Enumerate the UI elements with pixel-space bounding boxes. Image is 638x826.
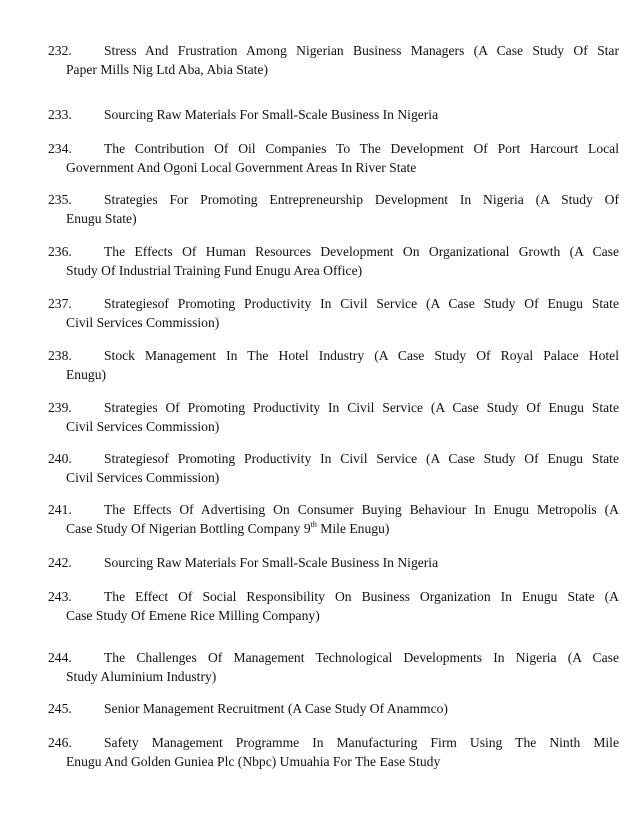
list-item [48, 105, 619, 124]
item-title-continued: Civil Services Commission) [66, 470, 220, 485]
item-title-continued: Study Of Industrial Training Fund Enugu Area Office) [66, 263, 363, 278]
item-title-continued: Enugu State) [66, 211, 137, 226]
item-number: 236. [48, 244, 72, 259]
list-item [48, 587, 619, 625]
item-title: Sourcing Raw Materials For Small-Scale Business In Nigeria [104, 107, 439, 122]
list-item [48, 242, 619, 280]
list-item [48, 699, 619, 718]
item-title: The Contribution Of Oil Companies To The Development Of Port Harcourt Local [104, 141, 619, 156]
list-item [48, 190, 619, 228]
item-title: The Effects Of Advertising On Consumer Buying Behaviour In Enugu Metropolis (A [104, 502, 619, 517]
list-item [48, 553, 619, 572]
item-title-continued: Paper Mills Nig Ltd Aba, Abia State) [66, 62, 268, 77]
item-number: 242. [48, 555, 72, 570]
list-item [48, 733, 619, 771]
item-title-continued: Government And Ogoni Local Government Areas In River State [66, 160, 417, 175]
item-title-continued: Civil Services Commission) [66, 419, 220, 434]
item-number: 240. [48, 451, 72, 466]
item-title: The Effects Of Human Resources Development On Organizational Growth (A Case [104, 244, 619, 259]
item-number: 246. [48, 735, 72, 750]
item-number: 239. [48, 400, 72, 415]
item-number: 245. [48, 701, 72, 716]
item-title: Senior Management Recruitment (A Case Study Of Anammco) [104, 701, 448, 716]
item-number: 234. [48, 141, 72, 156]
item-title-continued: Case Study Of Nigerian Bottling Company 9th Mile Enugu) [66, 520, 390, 536]
item-number: 244. [48, 650, 72, 665]
item-number: 241. [48, 502, 72, 517]
ordinal-suffix: th [310, 520, 317, 529]
item-number: 233. [48, 107, 72, 122]
item-title: The Challenges Of Management Technological Developments In Nigeria (A Case [104, 650, 619, 665]
item-title: Stock Management In The Hotel Industry (A Case Study Of Royal Palace Hotel [104, 348, 619, 363]
list-item [48, 398, 619, 436]
list-item [48, 139, 619, 177]
item-title-continued: Enugu And Golden Guniea Plc (Nbpc) Umuahia For The Ease Study [66, 754, 441, 769]
item-title-continued: Case Study Of Emene Rice Milling Company) [66, 608, 320, 623]
item-title: Strategies For Promoting Entrepreneurship Development In Nigeria (A Study Of [104, 192, 619, 207]
list-item [48, 449, 619, 487]
item-title-continued: Civil Services Commission) [66, 315, 220, 330]
item-title: Strategiesof Promoting Productivity In Civil Service (A Case Study Of Enugu State [104, 451, 619, 466]
item-title: The Effect Of Social Responsibility On Business Organization In Enugu State (A [104, 589, 619, 604]
item-number: 232. [48, 43, 72, 58]
list-item [48, 500, 619, 538]
list-item [48, 648, 619, 686]
list-item [48, 294, 619, 332]
list-item [48, 346, 619, 384]
item-title-continued: Enugu) [66, 367, 107, 382]
item-title: Strategiesof Promoting Productivity In Civil Service (A Case Study Of Enugu State [104, 296, 619, 311]
item-title-continued: Study Aluminium Industry) [66, 669, 217, 684]
item-number: 237. [48, 296, 72, 311]
item-title: Sourcing Raw Materials For Small-Scale Business In Nigeria [104, 555, 439, 570]
item-number: 238. [48, 348, 72, 363]
list-item [48, 41, 619, 79]
item-title: Stress And Frustration Among Nigerian Business Managers (A Case Study Of Star [104, 43, 619, 58]
item-title: Safety Management Programme In Manufacturing Firm Using The Ninth Mile [104, 735, 619, 750]
item-title: Strategies Of Promoting Productivity In Civil Service (A Case Study Of Enugu State [104, 400, 619, 415]
item-number: 235. [48, 192, 72, 207]
item-number: 243. [48, 589, 72, 604]
